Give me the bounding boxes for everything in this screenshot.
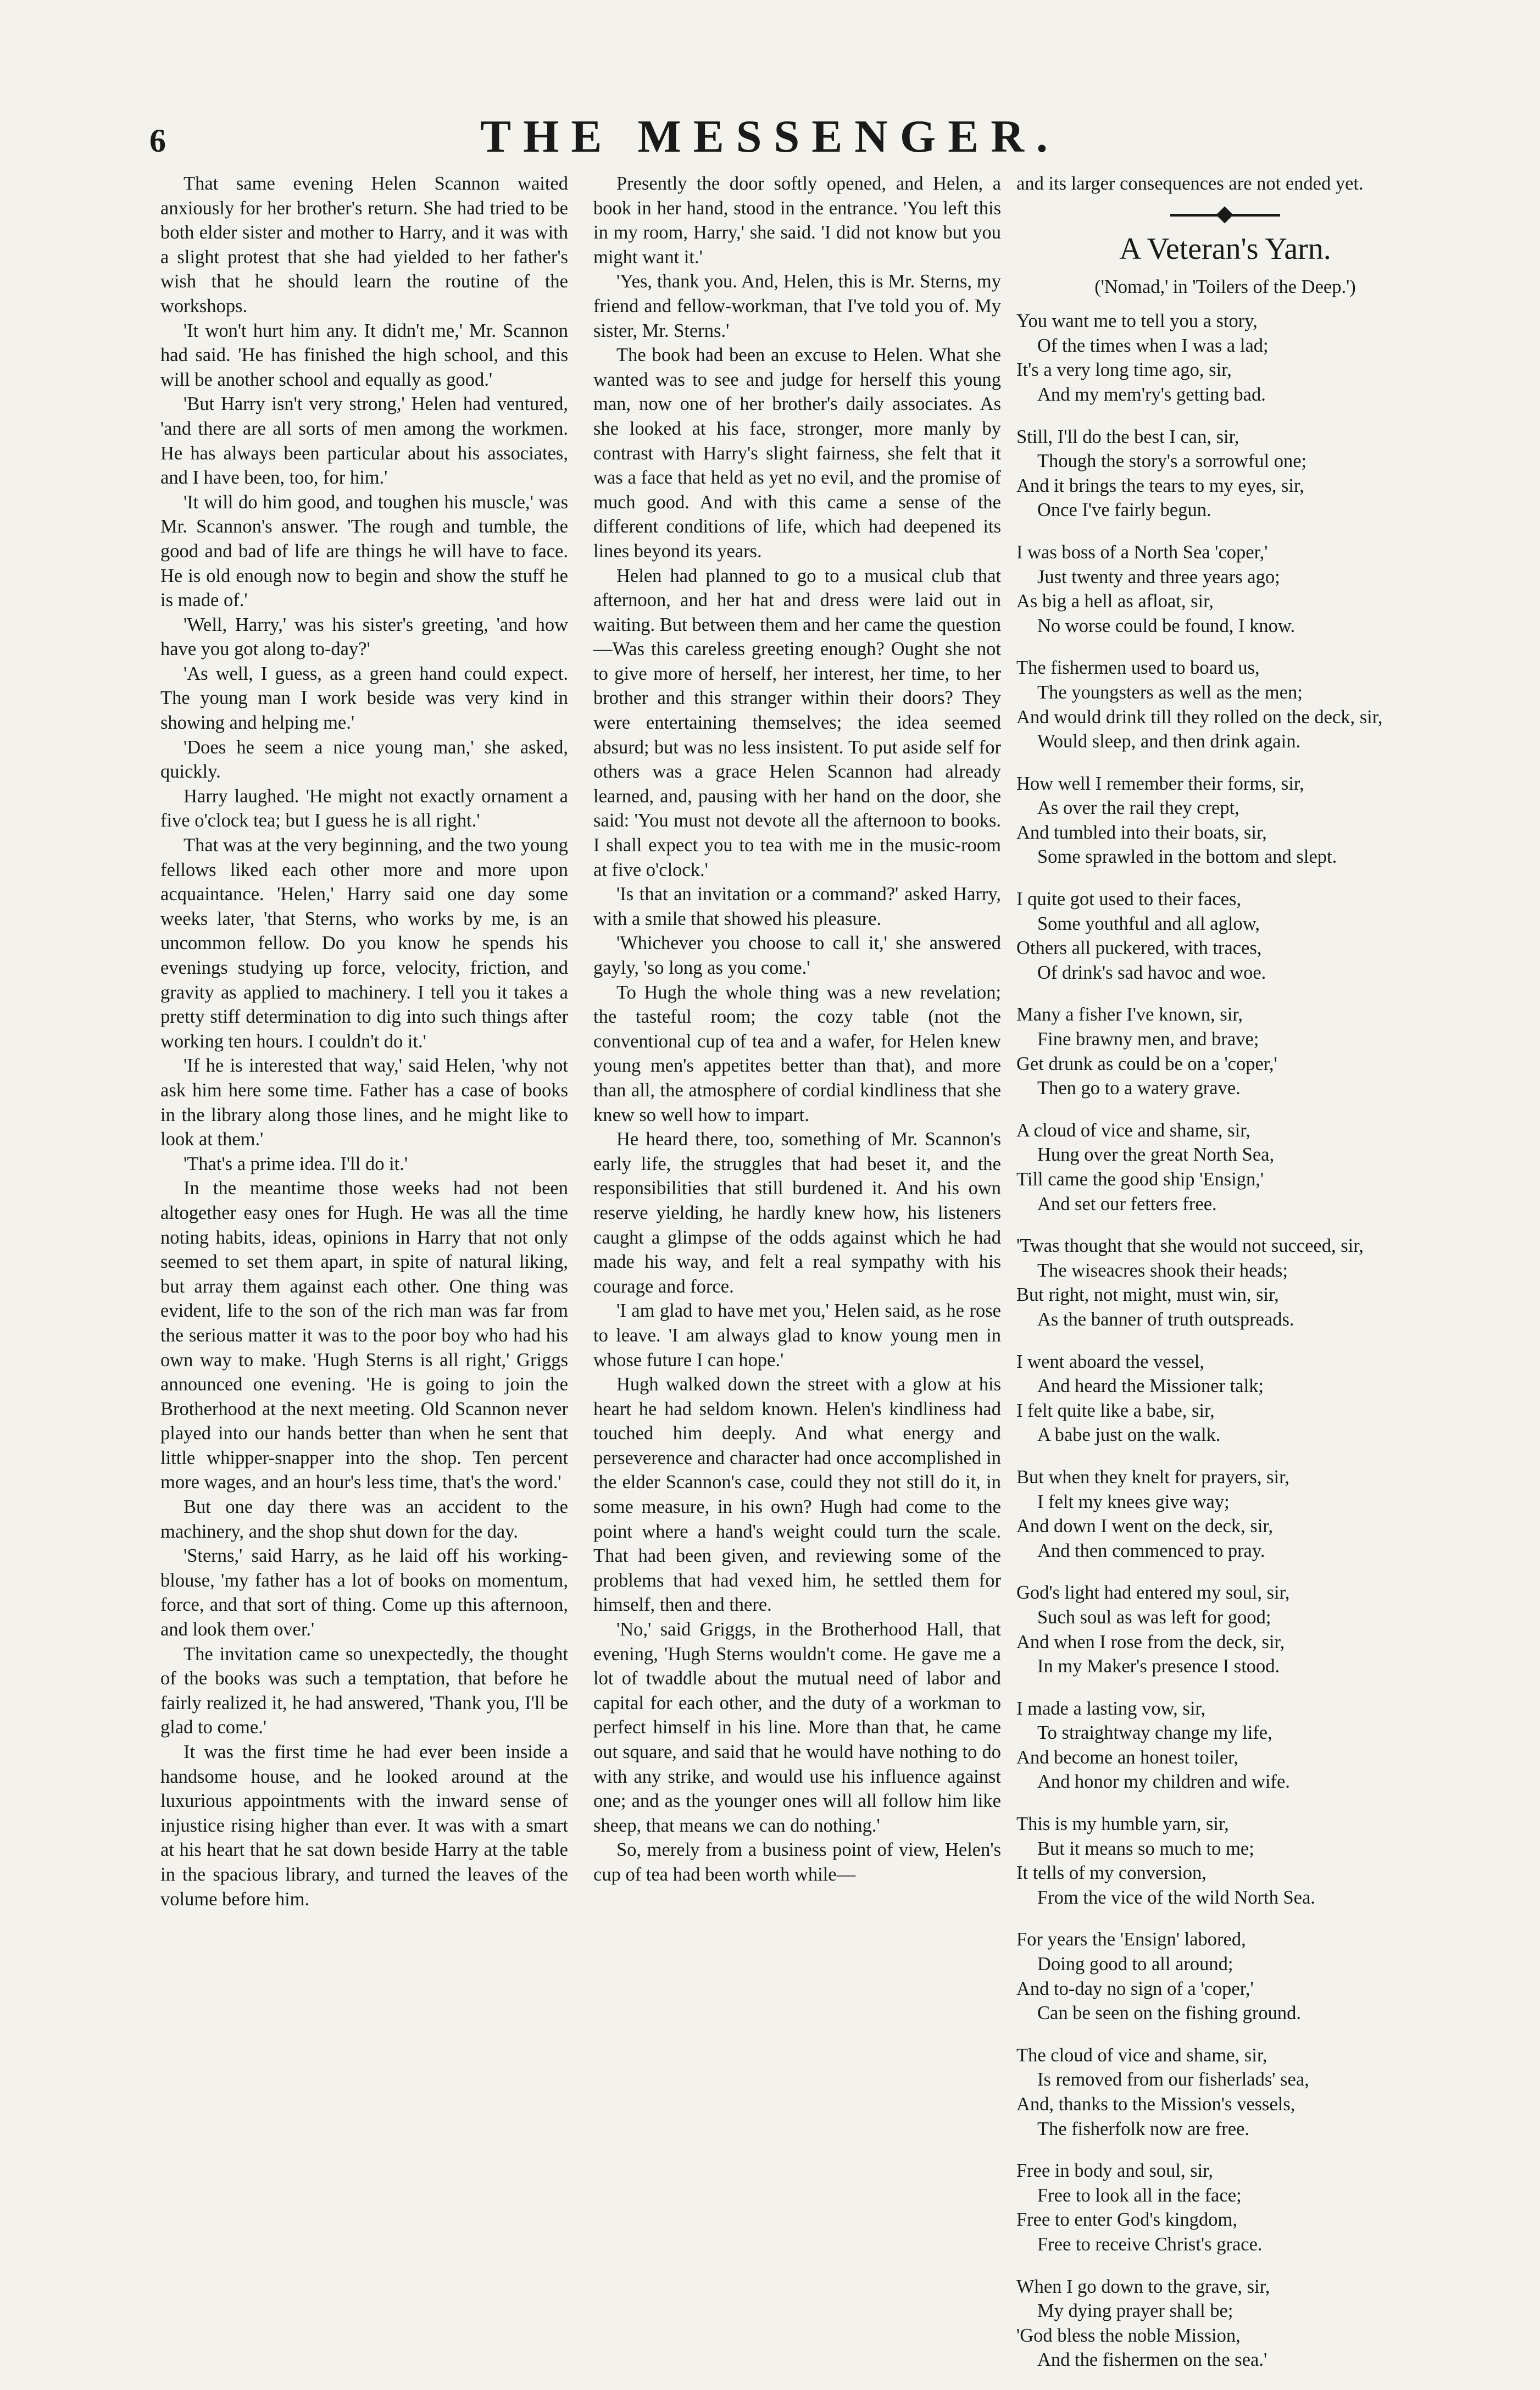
poem-line: Of drink's sad havoc and woe. bbox=[1037, 962, 1266, 983]
poem-stanza bbox=[1016, 1234, 1434, 1332]
paragraph: 'It will do him good, and toughen his muscle,' was Mr. Scannon's answer. 'The rough and tumble, the good and bad of life are things he will have to face. He is old enough now to begin and show the stuff he is made of.' bbox=[160, 491, 568, 611]
poem-line: Free to receive Christ's grace. bbox=[1037, 2233, 1263, 2255]
poem-line: I made a lasting vow, sir, bbox=[1016, 1698, 1206, 1719]
poem-line: Though the story's a sorrowful one; bbox=[1037, 451, 1307, 472]
poem-line: But when they knelt for prayers, sir, bbox=[1016, 1466, 1289, 1488]
poem-line: And down I went on the deck, sir, bbox=[1016, 1516, 1274, 1537]
poem-stanza bbox=[1016, 1350, 1434, 1448]
paragraph: But one day there was an accident to the machinery, and the shop shut down for the day. bbox=[160, 1496, 568, 1542]
paragraph: 'If he is interested that way,' said Helen, 'why not ask him here some time. Father has a case of books in the library along those lines, and he might like to look at them.' bbox=[160, 1055, 568, 1150]
paragraph: Presently the door softly opened, and Helen, a book in her hand, stood in the entrance. 'You left this in my room, Harry,' she said. 'I did not know but you might want it.' bbox=[593, 173, 1001, 268]
poem-line: As big a hell as afloat, sir, bbox=[1016, 591, 1214, 612]
paragraph: That was at the very beginning, and the two young fellows liked each other more and more upon acquaintance. 'Helen,' Harry said one day some weeks later, 'that Sterns, who works by me, is an uncommon fellow. Do you know he spends his evenings studying up force, velocity, friction, and gravity as applied to machinery. I tell you it takes a pretty stiff determination to dig into such things after working ten hours. I couldn't do it.' bbox=[160, 835, 568, 1052]
poem-line: And when I rose from the deck, sir, bbox=[1016, 1631, 1285, 1653]
poem-line: I quite got used to their faces, bbox=[1016, 889, 1242, 910]
poem-line: You want me to tell you a story, bbox=[1016, 310, 1258, 332]
poem-line: No worse could be found, I know. bbox=[1037, 615, 1296, 636]
paragraph: Harry laughed. 'He might not exactly ornament a five o'clock tea; but I guess he is all right.' bbox=[160, 785, 568, 831]
poem-line: It's a very long time ago, sir, bbox=[1016, 359, 1232, 381]
poem-line: Hung over the great North Sea, bbox=[1037, 1144, 1275, 1166]
poem-line: A cloud of vice and shame, sir, bbox=[1016, 1119, 1250, 1141]
poem-line: As over the rail they crept, bbox=[1037, 797, 1239, 819]
poem-stanza bbox=[1016, 1465, 1434, 1563]
column-3 bbox=[1016, 171, 1434, 2390]
poem-line: I felt my knees give way; bbox=[1037, 1491, 1230, 1512]
paragraph: Helen had planned to go to a musical club that afternoon, and her hat and dress were laid out in waiting. But between them and her came the question—Was this careless greeting enough? Ought she not to give more of herself, her interest, her time, to her brother and this stranger within their doors? They were entertaining themselves; the idea seemed absurd; but was no less insistent. To put aside self for others was a grace Helen Scannon had already learned, and, pausing with her hand on the door, she said: 'You must not devote all the afternoon to books. I shall expect you to tea with me in the music-room at five o'clock.' bbox=[593, 565, 1001, 880]
paragraph: 'That's a prime idea. I'll do it.' bbox=[184, 1153, 408, 1174]
poem-line: Once I've fairly begun. bbox=[1037, 500, 1211, 521]
poem-line: Would sleep, and then drink again. bbox=[1037, 731, 1301, 752]
poem-line: The youngsters as well as the men; bbox=[1037, 681, 1303, 703]
paragraph: 'It won't hurt him any. It didn't me,' Mr. Scannon had said. 'He has finished the high school, and this will be another school and equally as good.' bbox=[160, 320, 568, 390]
poem-stanza bbox=[1016, 656, 1434, 753]
poem-line: The cloud of vice and shame, sir, bbox=[1016, 2044, 1267, 2066]
poem-line: Many a fisher I've known, sir, bbox=[1016, 1004, 1243, 1025]
paragraph: 'But Harry isn't very strong,' Helen had ventured, 'and there are all sorts of men among the workmen. He has always been particular about his associates, and I have been, too, for him.' bbox=[160, 393, 568, 489]
poem-line: And it brings the tears to my eyes, sir, bbox=[1016, 475, 1304, 496]
poem-title: A Veteran's Yarn. bbox=[1119, 231, 1331, 266]
poem-stanza bbox=[1016, 1696, 1434, 1794]
poem-line: I went aboard the vessel, bbox=[1016, 1351, 1205, 1372]
paragraph: 'Sterns,' said Harry, as he laid off his working-blouse, 'my father has a lot of books on momentum, force, and that sort of thing. Come up this afternoon, and look them over.' bbox=[160, 1545, 568, 1640]
paragraph: 'As well, I guess, as a green hand could expect. The young man I work beside was very kind in showing and helping me.' bbox=[160, 663, 568, 734]
paragraph: The invitation came so unexpectedly, the thought of the books was such a temptation, that before he fairly realized it, he had answered, 'Thank you, I'll be glad to come.' bbox=[160, 1643, 568, 1738]
poem-line: From the vice of the wild North Sea. bbox=[1037, 1887, 1315, 1908]
poem-stanza bbox=[1016, 2275, 1434, 2372]
poem-line: Doing good to all around; bbox=[1037, 1954, 1233, 1975]
poem-line: And the fishermen on the sea.' bbox=[1037, 2349, 1267, 2371]
poem-line: Till came the good ship 'Ensign,' bbox=[1016, 1169, 1264, 1190]
poem-line: Free to look all in the face; bbox=[1037, 2184, 1242, 2206]
poem-line: Is removed from our fisherlads' sea, bbox=[1037, 2069, 1309, 2090]
poem-line: Some youthful and all aglow, bbox=[1037, 913, 1260, 934]
story-continuation: and its larger consequences are not ended yet. bbox=[1016, 173, 1364, 194]
poem-line: My dying prayer shall be; bbox=[1037, 2300, 1233, 2322]
paragraph: That same evening Helen Scannon waited anxiously for her brother's return. She had tried to be both elder sister and mother to Harry, and it was with a slight protest that she had yielded to her father's wish that he should learn the routine of the workshops. bbox=[160, 173, 568, 317]
poem-line: 'Twas thought that she would not succeed, sir, bbox=[1016, 1235, 1364, 1257]
paragraph: 'No,' said Griggs, in the Brotherhood Hall, that evening, 'Hugh Sterns wouldn't come. He gave me a lot of twaddle about the mutual need of labor and capital for each other, and the duty of a workman to perfect himself in his line. More than that, he came out square, and said that he would have nothing to do with any strike, and would use his influence against one; and as the younger ones will all follow him like sheep, that means we can do nothing.' bbox=[593, 1619, 1001, 1836]
paragraph: Hugh walked down the street with a glow at his heart he had seldom known. Helen's kindliness had touched him deeply. And what energy and perseverence and character had once accomplished in the elder Scannon's case, could they not still do it, in some measure, in his own? Hugh had come to the point where a hand's weight could turn the scale. That had been given, and reviewing some of the problems that had vexed him, he settled them for himself, then and there. bbox=[593, 1374, 1001, 1616]
paragraph: To Hugh the whole thing was a new revelation; the tasteful room; the cozy table (not the conventional cup of tea and a wafer, for Helen knew young men's appetites better than that), and more than all, the atmosphere of cordial kindliness that she knew so well how to impart. bbox=[593, 981, 1001, 1125]
poem-line: Just twenty and three years ago; bbox=[1037, 566, 1280, 587]
poem-line: And would drink till they rolled on the deck, sir, bbox=[1016, 706, 1383, 728]
paragraph: The book had been an excuse to Helen. What she wanted was to see and judge for herself this young man, now one of her brother's daily associates. As she looked at his face, stronger, more manly by contrast with Harry's slight fairness, she felt that it was a face that held as yet no evil, and the promise of much good. And with this came a sense of the different conditions of life, which had deepened its lines beyond its years. bbox=[593, 345, 1001, 562]
paragraph: 'Does he seem a nice young man,' she asked, quickly. bbox=[160, 736, 568, 783]
paragraph: In the meantime those weeks had not been altogether easy ones for Hugh. He was all the time noting habits, ideas, opinions in Harry that not only seemed to set them apart, in spite of natural liking, but array them against each other. One thing was evident, life to the son of the rich man was far from the serious matter it was to the poor boy who had his own way to make. 'Hugh Sterns is all right,' Griggs announced one evening. 'He is going to join the Brotherhood at the next meeting. Old Scannon never played into our hands better than when he sent that little whipper-snapper into the shop. Ten percent more wages, and an hour's less time, that's the word.' bbox=[160, 1178, 568, 1493]
poem-line: The wiseacres shook their heads; bbox=[1037, 1260, 1288, 1281]
story-column-2 bbox=[593, 171, 1001, 1887]
poem-stanza bbox=[1016, 1927, 1434, 2025]
poem-stanza bbox=[1016, 309, 1434, 407]
poem-line: In my Maker's presence I stood. bbox=[1037, 1656, 1280, 1677]
poem-line: This is my humble yarn, sir, bbox=[1016, 1814, 1229, 1835]
poem-line: And to-day no sign of a 'coper,' bbox=[1016, 1978, 1254, 1999]
poem-line: Such soul as was left for good; bbox=[1037, 1606, 1271, 1628]
paragraph: 'Well, Harry,' was his sister's greeting, 'and how have you got along to-day?' bbox=[160, 614, 568, 660]
poem-line: And, thanks to the Mission's vessels, bbox=[1016, 2094, 1296, 2115]
poem-line: But it means so much to me; bbox=[1037, 1838, 1254, 1859]
poem-stanza bbox=[1016, 425, 1434, 523]
poem-line: Get drunk as could be on a 'coper,' bbox=[1016, 1053, 1277, 1074]
poem-line: And become an honest toiler, bbox=[1016, 1746, 1238, 1768]
poem-line: The fishermen used to board us, bbox=[1016, 657, 1260, 679]
poem-line: I was boss of a North Sea 'coper,' bbox=[1016, 541, 1268, 563]
poem-line: Free in body and soul, sir, bbox=[1016, 2160, 1213, 2182]
poem-line: Still, I'll do the best I can, sir, bbox=[1016, 426, 1239, 447]
poem-line: Fine brawny men, and brave; bbox=[1037, 1029, 1259, 1050]
poem-credit: ('Nomad,' in 'Toilers of the Deep.') bbox=[1094, 276, 1356, 297]
paragraph: 'Yes, thank you. And, Helen, this is Mr. Sterns, my friend and fellow-workman, that I've told you of. My sister, Mr. Sterns.' bbox=[593, 271, 1001, 341]
story-column-1 bbox=[160, 171, 568, 1911]
poem-stanza bbox=[1016, 540, 1434, 638]
page-number: 6 bbox=[149, 123, 166, 159]
poem-stanza bbox=[1016, 2043, 1434, 2141]
poem-body bbox=[1016, 309, 1434, 2372]
poem-line: It tells of my conversion, bbox=[1016, 1862, 1207, 1884]
masthead-title: THE MESSENGER. bbox=[480, 111, 1060, 162]
paragraph: He heard there, too, something of Mr. Scannon's early life, the struggles that had beset it, and the responsibilities that still burdened it. And his own reserve yielding, he hardly knew how, his listeners caught a glimpse of the odds against which he had made his way, and felt a real sympathy with his courage and force. bbox=[593, 1129, 1001, 1297]
section-divider bbox=[1170, 214, 1280, 217]
paragraph: It was the first time he had ever been inside a handsome house, and he looked around at the luxurious appointments with the inward sense of injustice rising higher than ever. It was with a smart at his heart that he sat down beside Harry at the table in the spacious library, and turned the leaves of the volume before him. bbox=[160, 1742, 568, 1910]
poem-line: When I go down to the grave, sir, bbox=[1016, 2276, 1270, 2297]
poem-line: For years the 'Ensign' labored, bbox=[1016, 1929, 1246, 1950]
paragraph: So, merely from a business point of view, Helen's cup of tea had been worth while— bbox=[593, 1839, 1001, 1885]
poem-line: And my mem'ry's getting bad. bbox=[1037, 384, 1266, 405]
poem-line: Some sprawled in the bottom and slept. bbox=[1037, 846, 1337, 868]
poem-stanza bbox=[1016, 887, 1434, 985]
paragraph: 'I am glad to have met you,' Helen said, as he rose to leave. 'I am always glad to know young men in whose future I can hope.' bbox=[593, 1300, 1001, 1371]
poem-line: The fisherfolk now are free. bbox=[1037, 2118, 1250, 2139]
poem-line: To straightway change my life, bbox=[1037, 1722, 1272, 1744]
poem-stanza bbox=[1016, 1002, 1434, 1100]
poem-line: And honor my children and wife. bbox=[1037, 1771, 1290, 1793]
poem-line: Then go to a watery grave. bbox=[1037, 1078, 1241, 1099]
poem-line: And heard the Missioner talk; bbox=[1037, 1376, 1264, 1397]
paragraph: 'Whichever you choose to call it,' she answered gayly, 'so long as you come.' bbox=[593, 933, 1001, 978]
paragraph: 'Is that an invitation or a command?' asked Harry, with a smile that showed his pleasure. bbox=[593, 884, 1001, 929]
poem-stanza bbox=[1016, 2159, 1434, 2256]
poem-line: A babe just on the walk. bbox=[1037, 1424, 1221, 1446]
poem-stanza bbox=[1016, 1812, 1434, 1910]
poem-line: And set our fetters free. bbox=[1037, 1193, 1217, 1215]
poem-line: But right, not might, must win, sir, bbox=[1016, 1284, 1279, 1306]
poem-line: Can be seen on the fishing ground. bbox=[1037, 2003, 1302, 2024]
poem-line: Others all puckered, with traces, bbox=[1016, 938, 1262, 959]
poem-line: And then commenced to pray. bbox=[1037, 1540, 1265, 1561]
poem-line: As the banner of truth outspreads. bbox=[1037, 1308, 1294, 1330]
poem-line: And tumbled into their boats, sir, bbox=[1016, 822, 1267, 843]
poem-line: How well I remember their forms, sir, bbox=[1016, 773, 1304, 794]
poem-stanza bbox=[1016, 772, 1434, 869]
poem-line: God's light had entered my soul, sir, bbox=[1016, 1582, 1290, 1604]
poem-stanza bbox=[1016, 1118, 1434, 1216]
poem-line: Of the times when I was a lad; bbox=[1037, 335, 1269, 356]
poem-line: I felt quite like a babe, sir, bbox=[1016, 1400, 1215, 1421]
poem-line: 'God bless the noble Mission, bbox=[1016, 2325, 1241, 2346]
poem-stanza bbox=[1016, 1581, 1434, 1678]
poem-line: Free to enter God's kingdom, bbox=[1016, 2209, 1237, 2231]
